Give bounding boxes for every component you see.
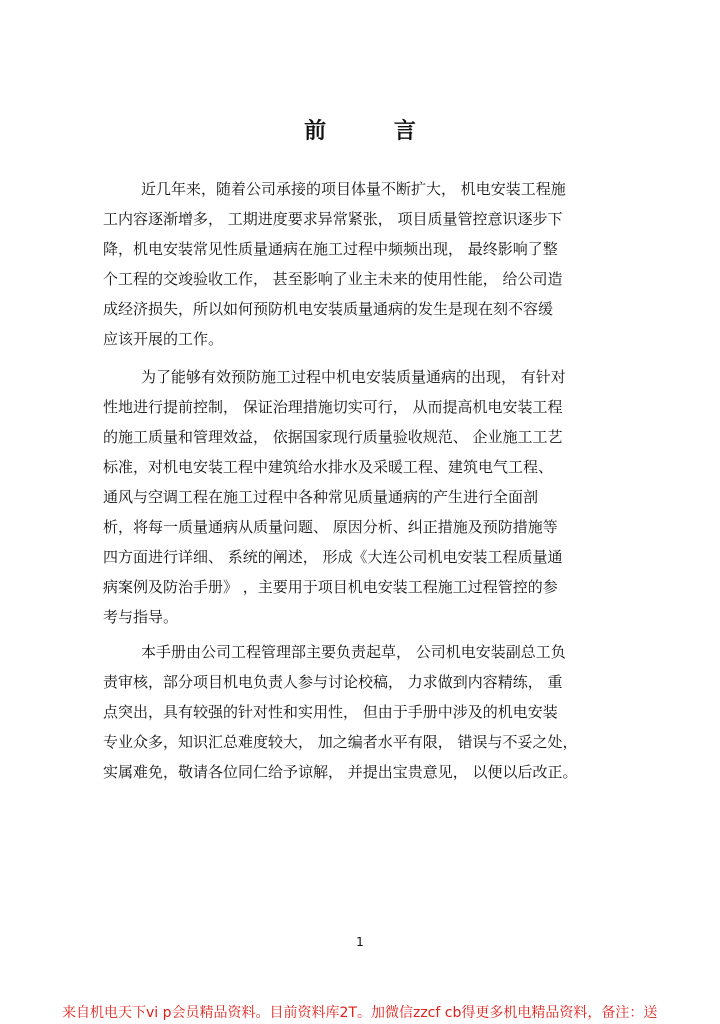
document-title: 前 言 [304,119,446,144]
paragraph-line: 本手册由公司工程管理部主要负责起草， 公司机电安装副总工负 [141,643,566,661]
paragraph-line: 的施工质量和管理效益， 依据国家现行质量验收规范、 企业施工工艺 [103,428,563,446]
paragraph-line: 应该开展的工作。 [103,330,224,348]
paragraph-line: 个工程的交竣验收工作， 甚至影响了业主未来的使用性能， 给公司造 [103,270,563,288]
paragraph-line: 四方面进行详细、 系统的阐述， 形成《大连公司机电安装工程质量通 [103,548,563,566]
paragraph-line: 专业众多，知识汇总难度较大， 加之编者水平有限， 错误与不妥之处， [103,733,578,751]
paragraph-line: 考与指导。 [103,608,179,626]
paragraph-line: 点突出，具有较强的针对性和实用性， 但由于手册中涉及的机电安装 [103,703,558,721]
paragraph-line: 病案例及防治手册》 ，主要用于项目机电安装工程施工过程管控的参 [103,578,558,596]
paragraph-line: 性地进行提前控制， 保证治理措施切实可行， 从而提高机电安装工程 [103,398,563,416]
paragraph-2 [103,362,623,632]
paragraph-line: 实属难免，敬请各位同仁给予谅解， 并提出宝贵意见， 以便以后改正。 [103,763,578,781]
paragraph-line: 成经济损失，所以如何预防机电安装质量通病的发生是现在刻不容缓 [103,300,554,318]
footer-watermark-text: 来自机电天下vi p会员精品资料。目前资料库2T。加微信zzcf cb得更多机电精品资料，备注：送 [62,1005,658,1021]
paragraph-1 [103,174,623,354]
paragraph-line: 近几年来，随着公司承接的项目体量不断扩大， 机电安装工程施 [141,180,566,198]
paragraph-line: 通风与空调工程在施工过程中各种常见质量通病的产生进行全面剖 [103,488,539,506]
paragraph-line: 责审核，部分项目机电负责人参与讨论校稿， 力求做到内容精练， 重 [103,673,563,691]
paragraph-line: 析，将每一质量通病从质量问题、 原因分析、纠正措施及预防措施等 [103,518,558,536]
paragraph-line: 为了能够有效预防施工过程中机电安装质量通病的出现， 有针对 [141,368,566,386]
paragraph-line: 标准，对机电安装工程中建筑给水排水及采暖工程、建筑电气工程、 [103,458,554,476]
paragraph-line: 降，机电安装常见性质量通病在施工过程中频频出现， 最终影响了整 [103,240,558,258]
page-number: 1 [356,935,364,949]
paragraph-3 [103,637,623,787]
paragraph-line: 工内容逐渐增多， 工期进度要求异常紧张， 项目质量管控意识逐步下 [103,210,563,228]
